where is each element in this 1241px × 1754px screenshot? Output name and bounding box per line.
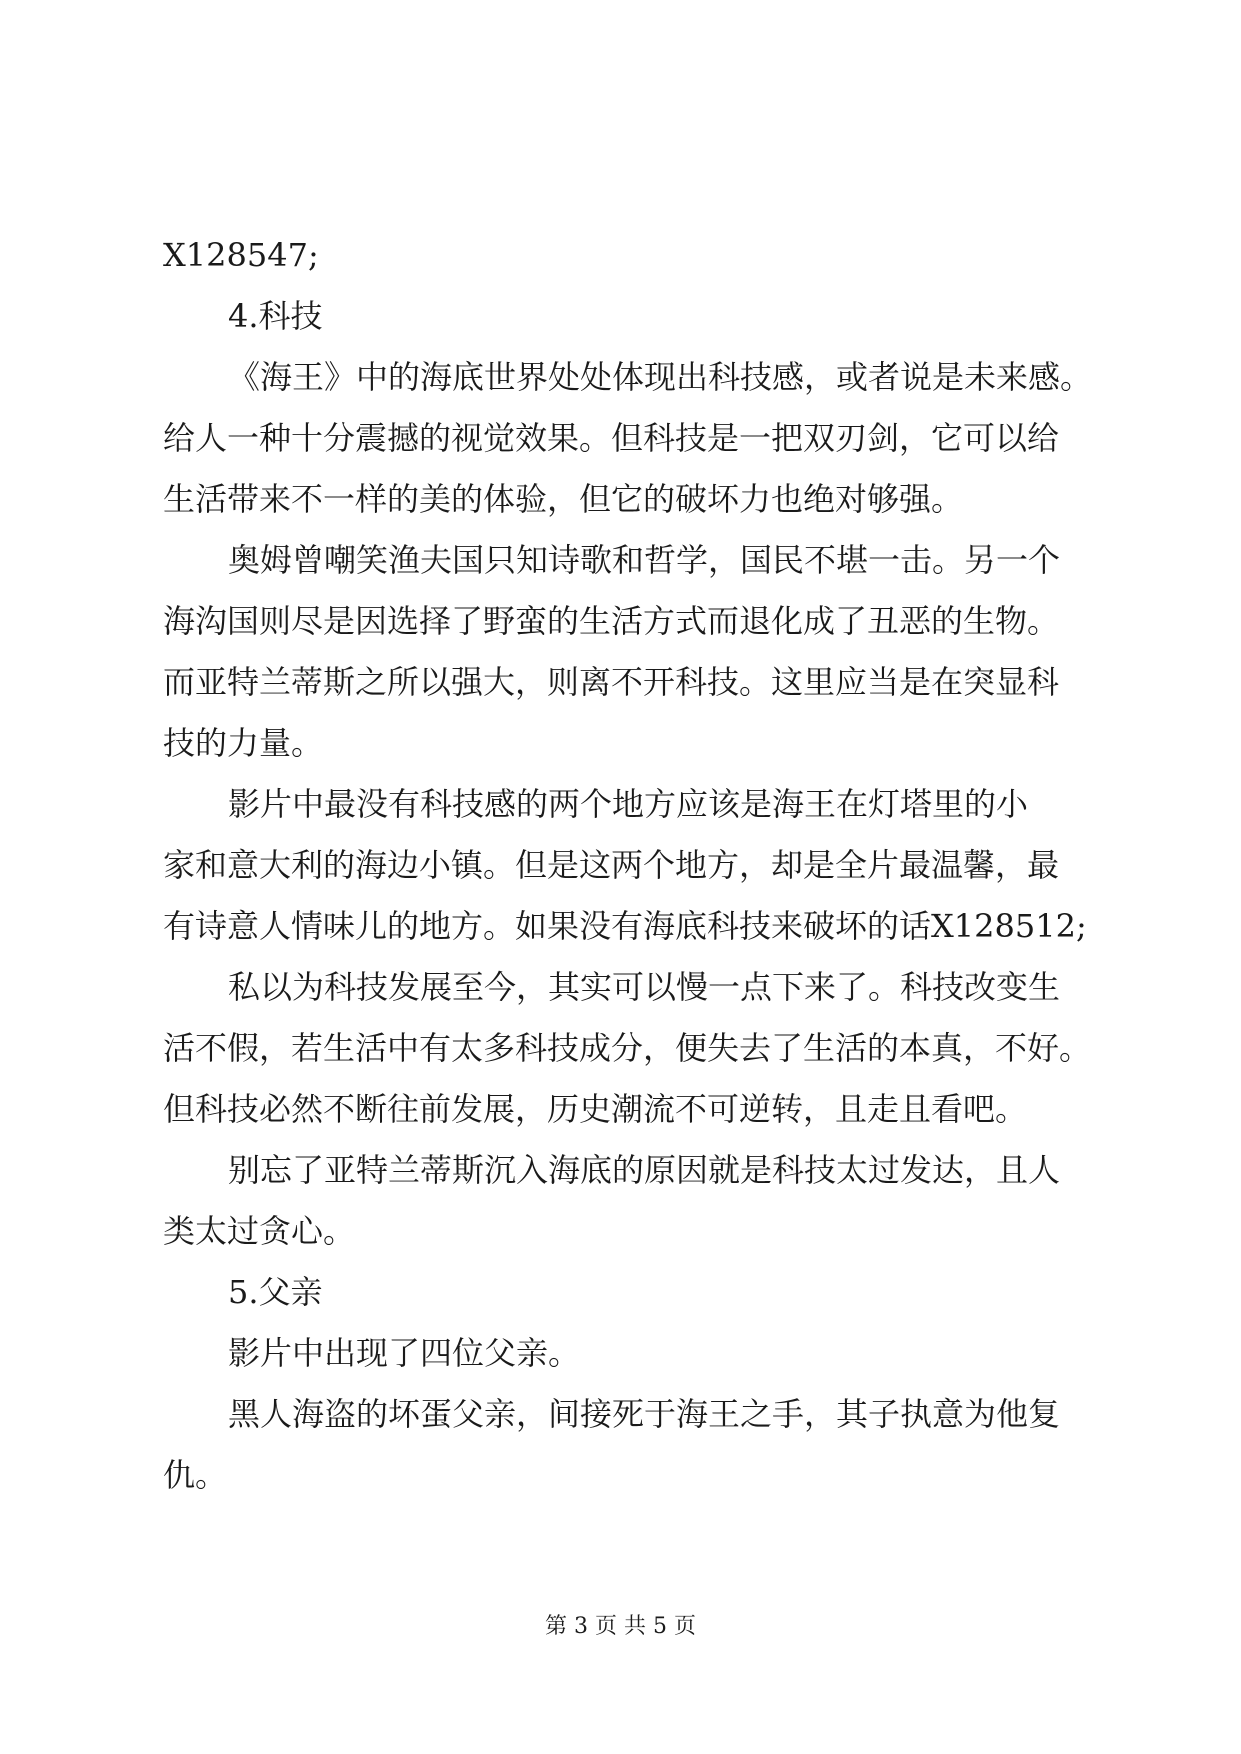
document-body xyxy=(163,225,1093,1506)
text-line: 活不假，若生活中有太多科技成分，便失去了生活的本真，不好。 xyxy=(163,1029,1092,1067)
text-line: 黑人海盗的坏蛋父亲，间接死于海王之手，其子执意为他复 xyxy=(228,1395,1061,1433)
text-line: 影片中最没有科技感的两个地方应该是海王在灯塔里的小 xyxy=(228,785,1029,823)
text-line: 《海王》中的海底世界处处体现出科技感，或者说是未来感。 xyxy=(228,358,1093,396)
text-line: 私以为科技发展至今，其实可以慢一点下来了。科技改变生 xyxy=(228,968,1061,1006)
text-line: 海沟国则尽是因选择了野蛮的生活方式而退化成了丑恶的生物。 xyxy=(163,602,1060,640)
section-heading-technology: 4.科技 xyxy=(228,297,323,335)
text-line: 但科技必然不断往前发展，历史潮流不可逆转，且走且看吧。 xyxy=(163,1090,1028,1128)
page-footer: 第 3 页 共 5 页 xyxy=(545,1614,696,1639)
text-line: 给人一种十分震撼的视觉效果。但科技是一把双刃剑，它可以给 xyxy=(163,419,1060,457)
text-line: 影片中出现了四位父亲。 xyxy=(228,1334,581,1372)
text-line: 仇。 xyxy=(163,1456,228,1494)
text-line: 生活带来不一样的美的体验，但它的破坏力也绝对够强。 xyxy=(163,480,964,518)
text-line: 家和意大利的海边小镇。但是这两个地方，却是全片最温馨，最 xyxy=(163,846,1060,884)
text-line: 类太过贪心。 xyxy=(163,1212,356,1250)
text-line: 奥姆曾嘲笑渔夫国只知诗歌和哲学，国民不堪一击。另一个 xyxy=(228,541,1061,579)
text-line: 技的力量。 xyxy=(163,724,324,762)
text-line: X128547; xyxy=(163,236,319,274)
text-line: 别忘了亚特兰蒂斯沉入海底的原因就是科技太过发达，且人 xyxy=(228,1151,1061,1189)
section-heading-father: 5.父亲 xyxy=(228,1273,323,1311)
text-line: 有诗意人情味儿的地方。如果没有海底科技来破坏的话X128512; xyxy=(163,907,1087,945)
text-line: 而亚特兰蒂斯之所以强大，则离不开科技。这里应当是在突显科 xyxy=(163,663,1060,701)
